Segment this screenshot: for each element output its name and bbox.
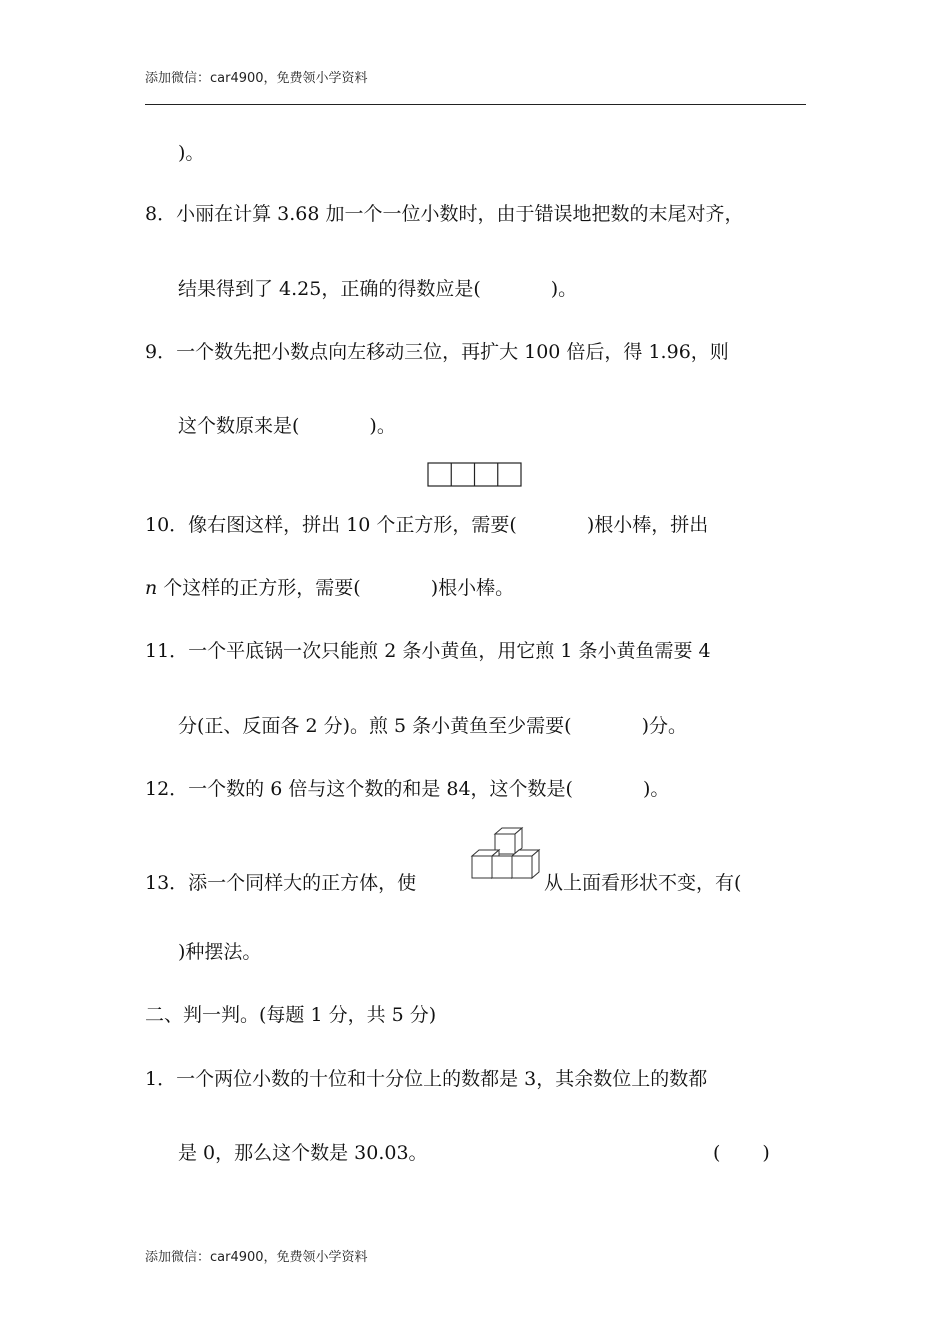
q10-var-n: n (145, 577, 158, 599)
q12-text: 12．一个数的 6 倍与这个数的和是 84，这个数是( (145, 778, 573, 800)
section2-title: 二、判一判。(每题 1 分，共 5 分) (145, 1004, 437, 1026)
cubes-figure (469, 826, 545, 890)
q10-line2 (145, 576, 514, 600)
page-footer: 添加微信：car4900，免费领小学资料 (145, 1250, 368, 1265)
q10-text1b: )根小棒，拼出 (586, 514, 709, 536)
q9-text: 这个数原来是( (178, 415, 300, 437)
j1-answer-paren[interactable] (713, 1141, 770, 1165)
q10-text1: 10．像右图这样，拼出 10 个正方形，需要( (145, 514, 517, 536)
q10-text2: 个这样的正方形，需要( (157, 577, 361, 599)
header-rule (145, 104, 806, 105)
q8-close: )。 (550, 278, 578, 300)
q7-tail: )。 (178, 142, 205, 164)
q9-line1: 9．一个数先把小数点向左移动三位，再扩大 100 倍后，得 1.96，则 (145, 341, 729, 363)
q9-close: )。 (369, 415, 396, 437)
q11-line1: 11．一个平底锅一次只能煎 2 条小黄鱼，用它煎 1 条小黄鱼需要 4 (145, 640, 711, 662)
j1-line2: 是 0，那么这个数是 30.03。 (178, 1142, 428, 1164)
q10-line1 (145, 513, 708, 537)
q12-line1 (145, 777, 669, 801)
page-header: 添加微信：car4900，免费领小学资料 (145, 71, 368, 86)
q9-line2 (178, 414, 396, 438)
j1-paren-open: ( (713, 1142, 721, 1164)
j1-paren-close: ) (762, 1142, 770, 1164)
q12-close: )。 (642, 778, 670, 800)
j1-line1: 1．一个两位小数的十位和十分位上的数都是 3，其余数位上的数都 (145, 1068, 708, 1090)
q13-line2: )种摆法。 (178, 941, 262, 963)
q8-text: 结果得到了 4.25，正确的得数应是( (178, 278, 481, 300)
q8-line2 (178, 277, 577, 301)
q11-close: )分。 (641, 715, 687, 737)
q11-line2 (178, 714, 687, 738)
q11-text: 分(正、反面各 2 分)。煎 5 条小黄鱼至少需要( (178, 715, 572, 737)
q13-line1b: 从上面看形状不变，有( (544, 872, 742, 894)
q8-line1: 8．小丽在计算 3.68 加一个一位小数时，由于错误地把数的末尾对齐， (145, 203, 744, 225)
q10-text2b: )根小棒。 (430, 577, 515, 599)
q13-line1a: 13．添一个同样大的正方体，使 (145, 872, 417, 894)
four-squares-figure (427, 462, 523, 488)
